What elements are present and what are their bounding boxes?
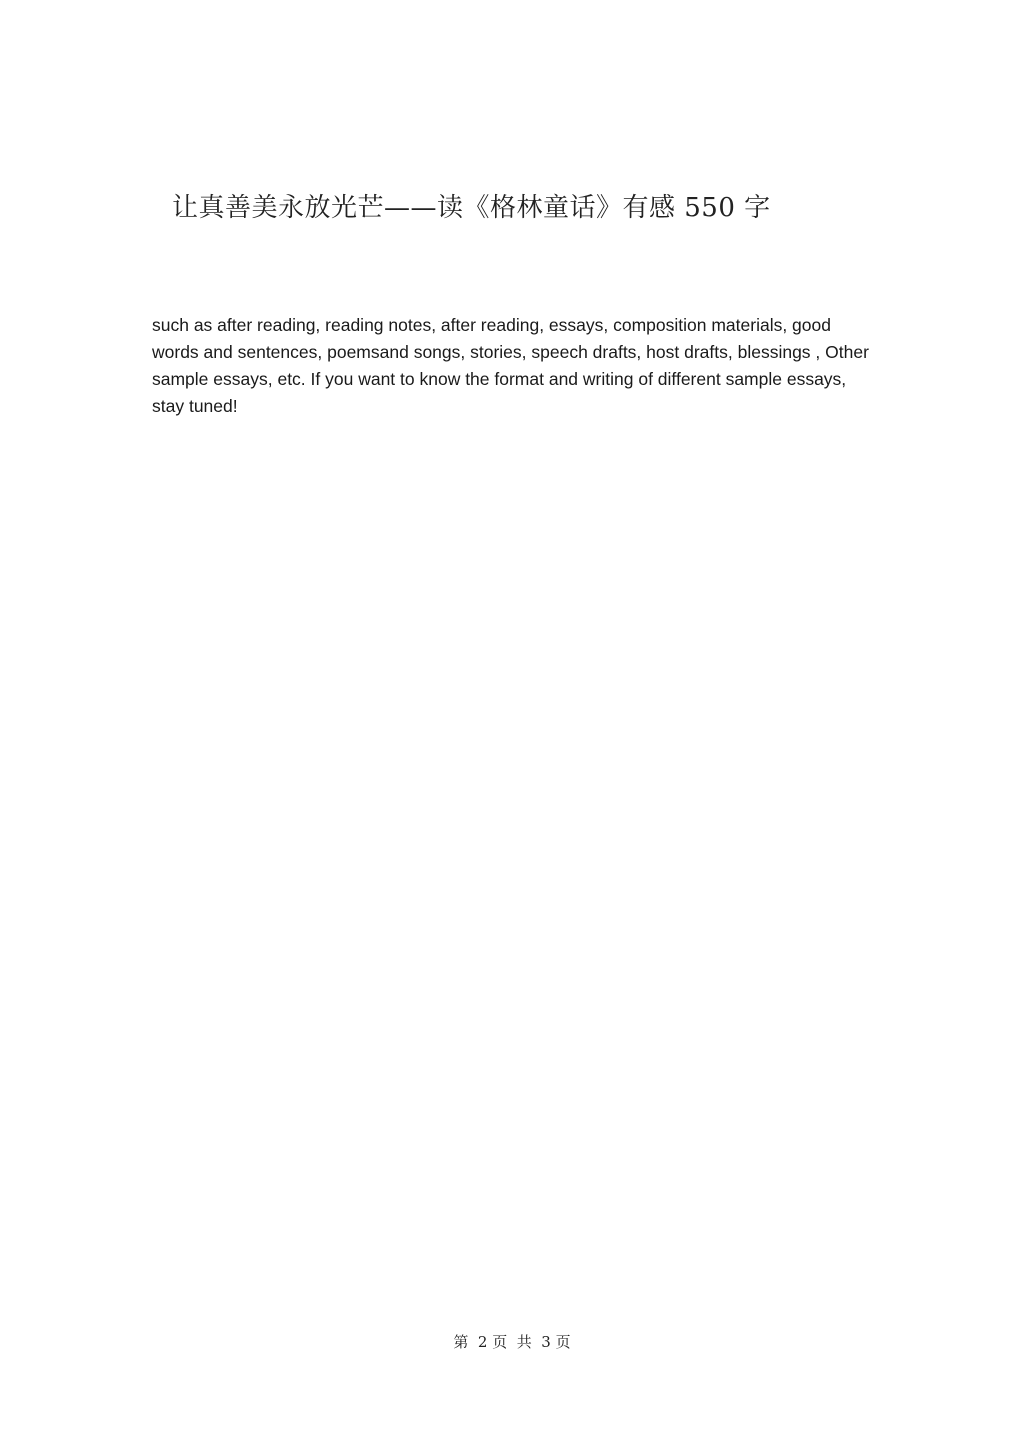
body-paragraph: such as after reading, reading notes, after reading, essays, composition materials, good words and sentences, poemsand songs, stories, speech drafts, host drafts, blessings , Other sample essays, etc. If you want to know the format and writing of different sample essays, stay tuned! <box>152 315 869 416</box>
document-body <box>152 312 872 420</box>
document-title: 让真善美永放光芒——读《格林童话》有感 550 字 <box>172 193 771 223</box>
page-number-footer: 第 2 页 共 3 页 <box>453 1333 571 1351</box>
